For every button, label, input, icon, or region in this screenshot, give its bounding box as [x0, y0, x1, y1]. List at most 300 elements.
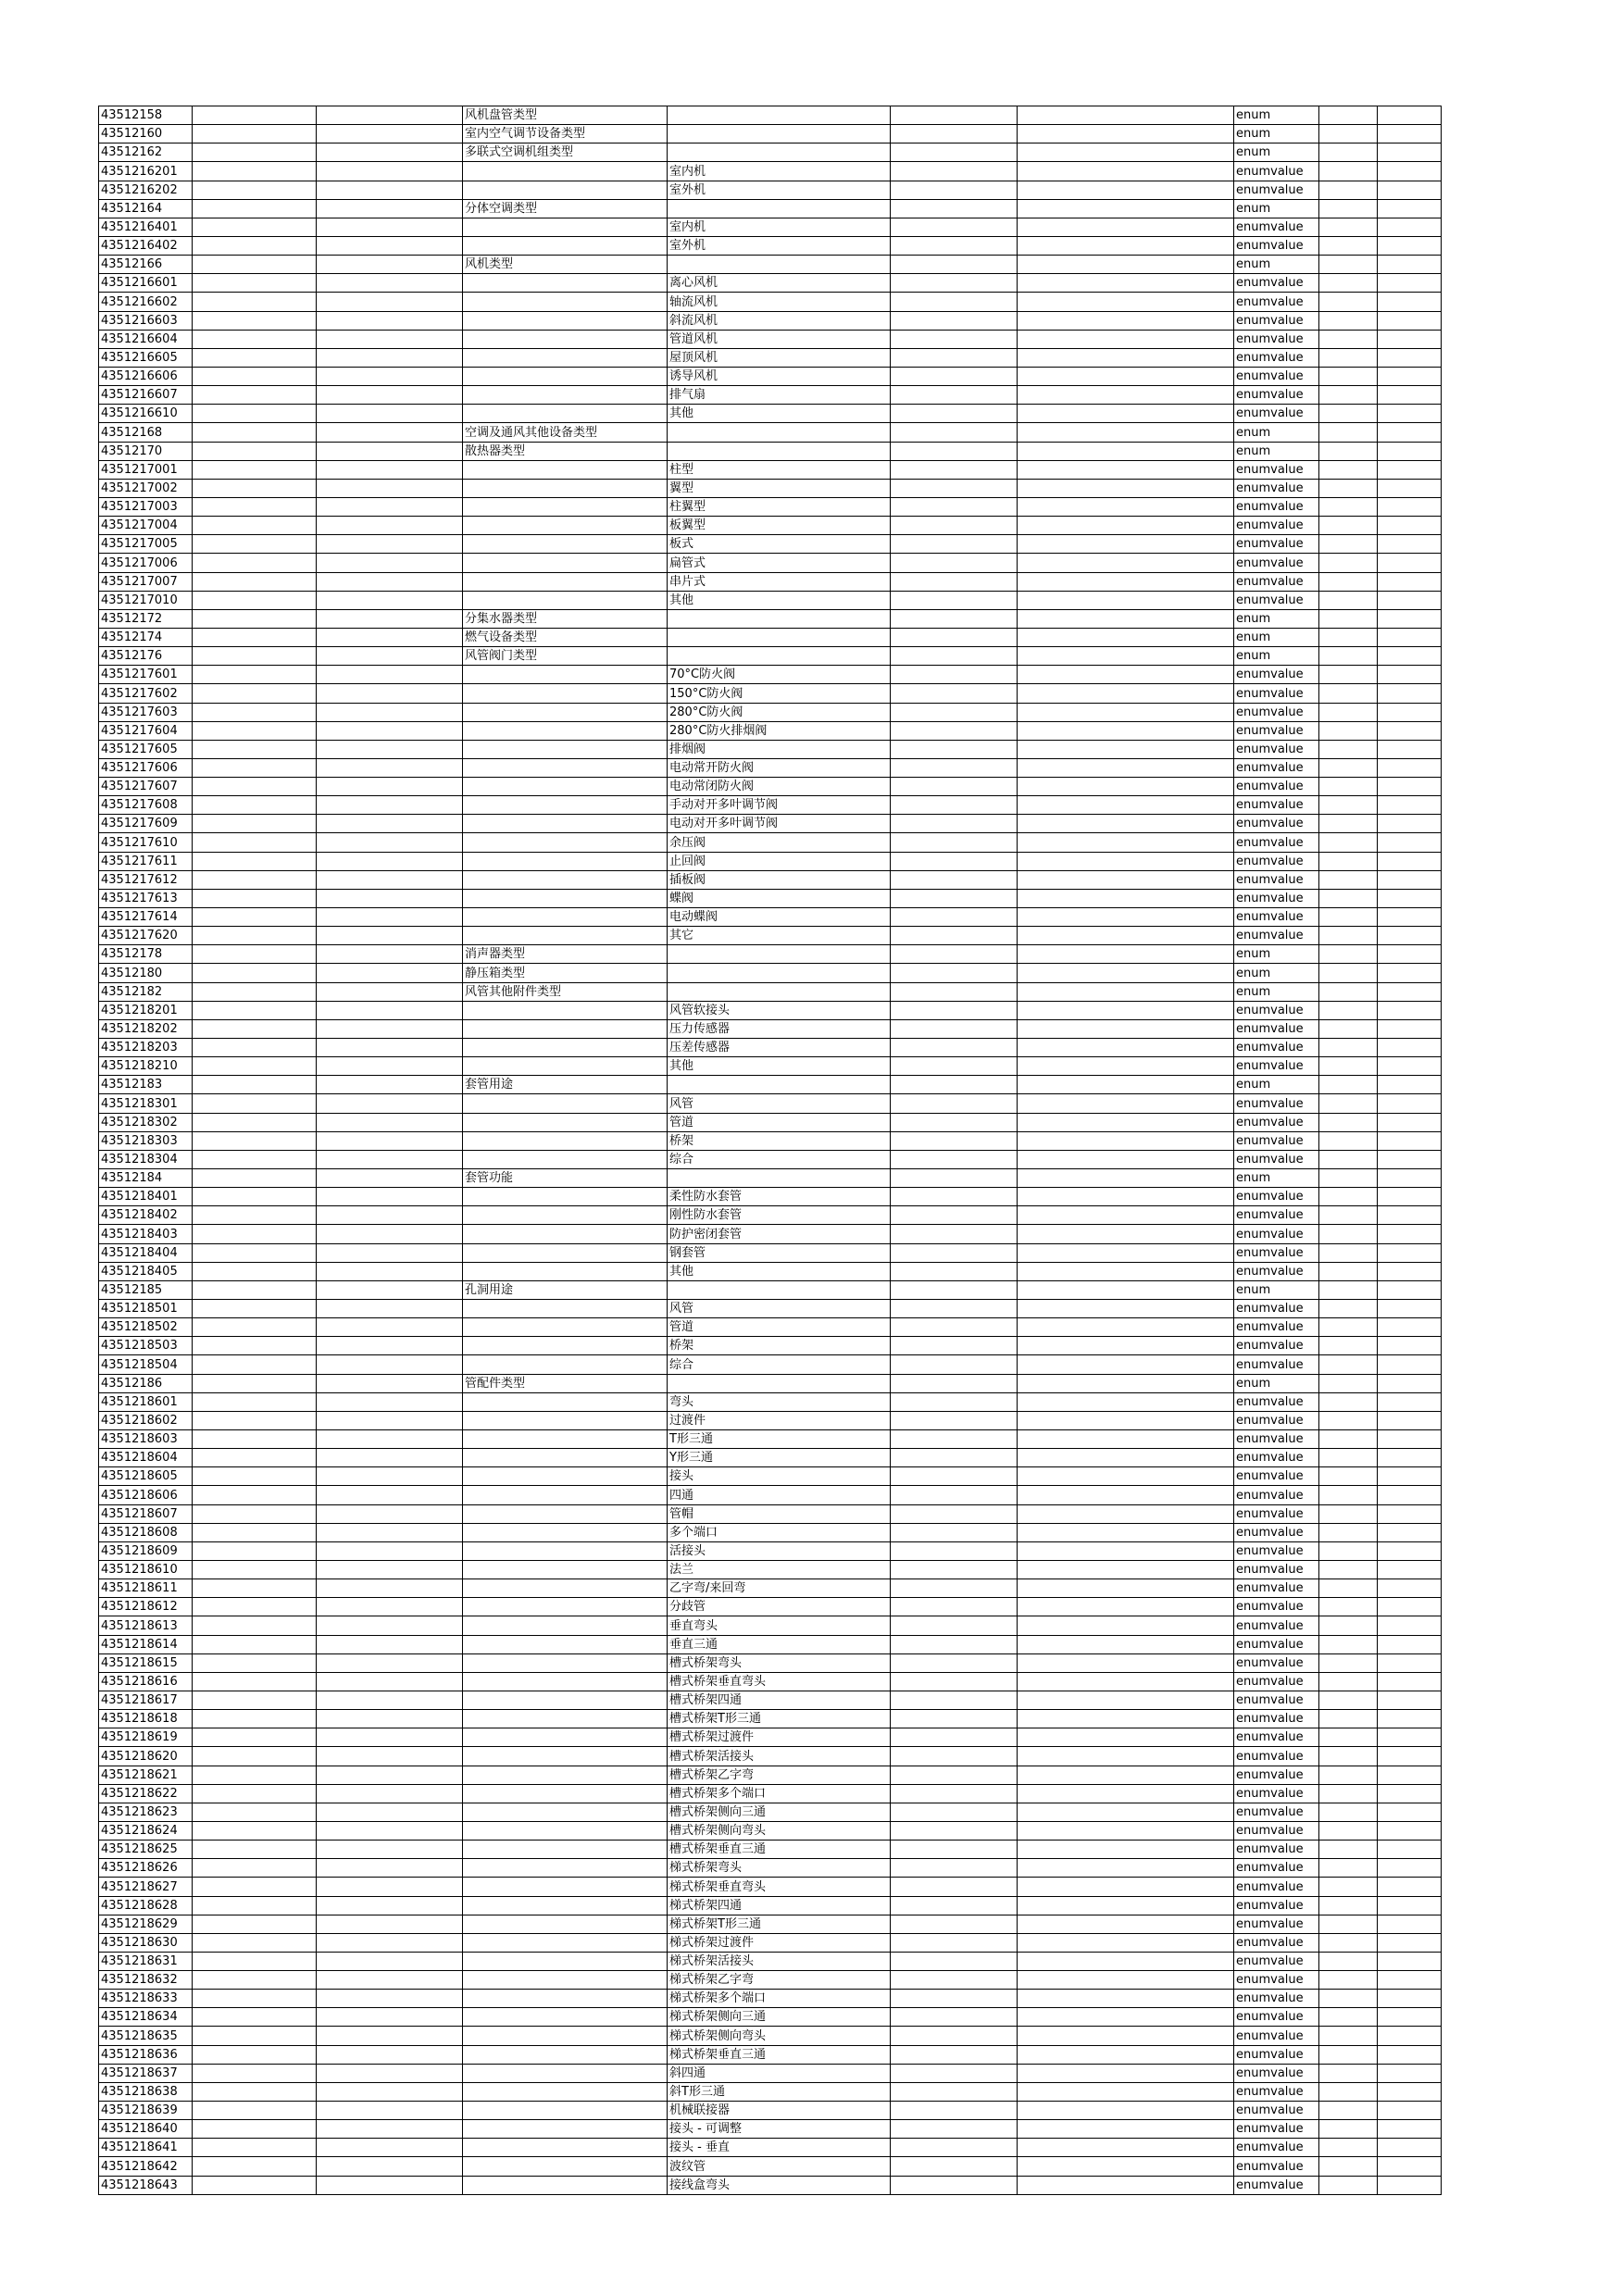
col-i-cell: [1319, 274, 1378, 293]
category-cell: [463, 1355, 668, 1374]
col-b-cell: [193, 1486, 317, 1504]
col-i-cell: [1319, 721, 1378, 740]
code-cell: 4351217613: [99, 889, 193, 907]
value-name-cell: 150°C防火阀: [668, 684, 891, 703]
col-g-cell: [1018, 1429, 1234, 1448]
col-g-cell: [1018, 2027, 1234, 2045]
category-cell: [463, 1262, 668, 1280]
value-name-cell: 手动对开多叶调节阀: [668, 796, 891, 815]
col-j-cell: [1378, 2120, 1442, 2139]
type-cell: enum: [1234, 945, 1319, 964]
col-b-cell: [193, 256, 317, 274]
col-c-cell: [317, 666, 463, 684]
category-cell: [463, 535, 668, 554]
type-cell: enumvalue: [1234, 497, 1319, 516]
type-cell: enumvalue: [1234, 703, 1319, 721]
category-cell: [463, 758, 668, 777]
table-row: [99, 1504, 1442, 1523]
code-cell: 43512174: [99, 628, 193, 646]
category-cell: [463, 684, 668, 703]
code-cell: 4351216603: [99, 311, 193, 330]
col-c-cell: [317, 330, 463, 348]
code-cell: 4351218621: [99, 1766, 193, 1784]
type-cell: enumvalue: [1234, 517, 1319, 535]
col-f-cell: [891, 1635, 1018, 1653]
col-j-cell: [1378, 1374, 1442, 1392]
category-cell: [463, 1225, 668, 1243]
table-row: [99, 1057, 1442, 1076]
col-g-cell: [1018, 721, 1234, 740]
col-f-cell: [891, 815, 1018, 833]
col-f-cell: [891, 1803, 1018, 1821]
category-cell: [463, 2157, 668, 2176]
table-row: [99, 125, 1442, 144]
table-row: [99, 1653, 1442, 1672]
col-i-cell: [1319, 1076, 1378, 1094]
value-name-cell: [668, 647, 891, 666]
col-f-cell: [891, 1094, 1018, 1113]
table-row: [99, 1131, 1442, 1150]
col-g-cell: [1018, 1206, 1234, 1225]
category-cell: 消声器类型: [463, 945, 668, 964]
col-c-cell: [317, 1001, 463, 1019]
value-name-cell: 管帽: [668, 1504, 891, 1523]
table-row: [99, 517, 1442, 535]
code-cell: 4351217604: [99, 721, 193, 740]
value-name-cell: [668, 609, 891, 628]
table-row: [99, 2027, 1442, 2045]
category-cell: 散热器类型: [463, 442, 668, 460]
col-c-cell: [317, 144, 463, 162]
code-cell: 4351217620: [99, 927, 193, 945]
value-name-cell: 翼型: [668, 479, 891, 497]
table-row: [99, 1766, 1442, 1784]
table-row: [99, 1039, 1442, 1057]
col-g-cell: [1018, 256, 1234, 274]
category-cell: [463, 1691, 668, 1709]
col-c-cell: [317, 2008, 463, 2027]
col-f-cell: [891, 1019, 1018, 1038]
value-name-cell: 轴流风机: [668, 293, 891, 311]
table-row: [99, 1262, 1442, 1280]
code-cell: 4351218503: [99, 1337, 193, 1355]
col-g-cell: [1018, 1113, 1234, 1131]
type-cell: enumvalue: [1234, 162, 1319, 181]
col-g-cell: [1018, 1878, 1234, 1896]
col-f-cell: [891, 2120, 1018, 2139]
col-c-cell: [317, 1076, 463, 1094]
col-f-cell: [891, 628, 1018, 646]
value-name-cell: T形三通: [668, 1429, 891, 1448]
value-name-cell: 槽式桥架弯头: [668, 1653, 891, 1672]
col-f-cell: [891, 218, 1018, 236]
col-j-cell: [1378, 1486, 1442, 1504]
code-cell: 4351216610: [99, 405, 193, 423]
col-b-cell: [193, 1411, 317, 1429]
col-b-cell: [193, 778, 317, 796]
col-c-cell: [317, 1971, 463, 1990]
code-cell: 4351218631: [99, 1952, 193, 1970]
table-row: [99, 1523, 1442, 1541]
col-j-cell: [1378, 1504, 1442, 1523]
table-row: [99, 348, 1442, 367]
value-name-cell: 梯式桥架多个端口: [668, 1990, 891, 2008]
col-g-cell: [1018, 1449, 1234, 1467]
col-i-cell: [1319, 1803, 1378, 1821]
col-g-cell: [1018, 1598, 1234, 1616]
col-c-cell: [317, 1803, 463, 1821]
col-f-cell: [891, 1486, 1018, 1504]
col-f-cell: [891, 497, 1018, 516]
table-row: [99, 1821, 1442, 1840]
table-row: [99, 1374, 1442, 1392]
value-name-cell: 活接头: [668, 1541, 891, 1560]
code-cell: 4351217002: [99, 479, 193, 497]
col-f-cell: [891, 1262, 1018, 1280]
type-cell: enumvalue: [1234, 1691, 1319, 1709]
code-cell: 4351217004: [99, 517, 193, 535]
col-b-cell: [193, 927, 317, 945]
category-cell: 风管其他附件类型: [463, 982, 668, 1001]
col-i-cell: [1319, 181, 1378, 199]
table-row: [99, 106, 1442, 125]
col-b-cell: [193, 460, 317, 479]
col-b-cell: [193, 1300, 317, 1318]
table-row: [99, 479, 1442, 497]
category-cell: [463, 740, 668, 758]
value-name-cell: 梯式桥架活接头: [668, 1952, 891, 1970]
col-c-cell: [317, 1728, 463, 1747]
table-row: [99, 2102, 1442, 2120]
type-cell: enumvalue: [1234, 1039, 1319, 1057]
table-row: [99, 628, 1442, 646]
code-cell: 4351218641: [99, 2139, 193, 2157]
category-cell: [463, 1318, 668, 1337]
col-f-cell: [891, 758, 1018, 777]
col-i-cell: [1319, 1374, 1378, 1392]
type-cell: enumvalue: [1234, 1449, 1319, 1467]
type-cell: enumvalue: [1234, 758, 1319, 777]
col-c-cell: [317, 721, 463, 740]
value-name-cell: 四通: [668, 1486, 891, 1504]
code-cell: 43512178: [99, 945, 193, 964]
type-cell: enum: [1234, 982, 1319, 1001]
type-cell: enum: [1234, 144, 1319, 162]
category-cell: [463, 2082, 668, 2101]
col-f-cell: [891, 1896, 1018, 1915]
code-cell: 4351218617: [99, 1691, 193, 1709]
col-i-cell: [1319, 1933, 1378, 1952]
col-g-cell: [1018, 517, 1234, 535]
value-name-cell: [668, 628, 891, 646]
col-c-cell: [317, 423, 463, 442]
table-row: [99, 2064, 1442, 2082]
code-cell: 4351218609: [99, 1541, 193, 1560]
value-name-cell: 管道: [668, 1113, 891, 1131]
col-f-cell: [891, 1411, 1018, 1429]
col-i-cell: [1319, 945, 1378, 964]
col-b-cell: [193, 1915, 317, 1933]
table-row: [99, 1784, 1442, 1803]
col-f-cell: [891, 1057, 1018, 1076]
col-f-cell: [891, 1001, 1018, 1019]
col-c-cell: [317, 1523, 463, 1541]
col-i-cell: [1319, 1300, 1378, 1318]
col-g-cell: [1018, 852, 1234, 870]
col-g-cell: [1018, 758, 1234, 777]
type-cell: enumvalue: [1234, 927, 1319, 945]
col-i-cell: [1319, 927, 1378, 945]
table-row: [99, 1449, 1442, 1467]
col-f-cell: [891, 2082, 1018, 2101]
type-cell: enumvalue: [1234, 2045, 1319, 2064]
value-name-cell: 槽式桥架T形三通: [668, 1710, 891, 1728]
col-g-cell: [1018, 479, 1234, 497]
col-j-cell: [1378, 1859, 1442, 1878]
col-f-cell: [891, 1598, 1018, 1616]
col-j-cell: [1378, 908, 1442, 927]
col-c-cell: [317, 1952, 463, 1970]
category-cell: [463, 1784, 668, 1803]
col-c-cell: [317, 1598, 463, 1616]
col-b-cell: [193, 125, 317, 144]
col-g-cell: [1018, 1280, 1234, 1299]
col-j-cell: [1378, 144, 1442, 162]
table-row: [99, 2139, 1442, 2157]
table-row: [99, 1188, 1442, 1206]
col-j-cell: [1378, 1821, 1442, 1840]
col-f-cell: [891, 647, 1018, 666]
table-row: [99, 1579, 1442, 1598]
type-cell: enumvalue: [1234, 1392, 1319, 1411]
code-cell: 43512180: [99, 964, 193, 982]
code-cell: 4351218608: [99, 1523, 193, 1541]
col-f-cell: [891, 1784, 1018, 1803]
col-b-cell: [193, 1635, 317, 1653]
type-cell: enum: [1234, 1169, 1319, 1188]
value-name-cell: [668, 423, 891, 442]
value-name-cell: Y形三通: [668, 1449, 891, 1467]
col-b-cell: [193, 1392, 317, 1411]
col-b-cell: [193, 423, 317, 442]
col-f-cell: [891, 1933, 1018, 1952]
col-j-cell: [1378, 1710, 1442, 1728]
col-j-cell: [1378, 1523, 1442, 1541]
col-b-cell: [193, 1169, 317, 1188]
col-f-cell: [891, 1243, 1018, 1262]
col-b-cell: [193, 1598, 317, 1616]
col-f-cell: [891, 236, 1018, 255]
type-cell: enumvalue: [1234, 1300, 1319, 1318]
value-name-cell: 槽式桥架多个端口: [668, 1784, 891, 1803]
col-b-cell: [193, 1057, 317, 1076]
value-name-cell: 离心风机: [668, 274, 891, 293]
col-g-cell: [1018, 2139, 1234, 2157]
table-row: [99, 591, 1442, 609]
col-c-cell: [317, 796, 463, 815]
table-row: [99, 1952, 1442, 1970]
col-f-cell: [891, 181, 1018, 199]
col-f-cell: [891, 1841, 1018, 1859]
type-cell: enumvalue: [1234, 1318, 1319, 1337]
type-cell: enumvalue: [1234, 889, 1319, 907]
col-b-cell: [193, 1131, 317, 1150]
col-c-cell: [317, 1411, 463, 1429]
col-f-cell: [891, 1318, 1018, 1337]
col-f-cell: [891, 1990, 1018, 2008]
col-g-cell: [1018, 1728, 1234, 1747]
col-c-cell: [317, 1821, 463, 1840]
type-cell: enumvalue: [1234, 2082, 1319, 2101]
col-i-cell: [1319, 740, 1378, 758]
col-g-cell: [1018, 833, 1234, 852]
col-b-cell: [193, 1318, 317, 1337]
type-cell: enumvalue: [1234, 1710, 1319, 1728]
col-i-cell: [1319, 591, 1378, 609]
value-name-cell: 槽式桥架侧向弯头: [668, 1821, 891, 1840]
col-c-cell: [317, 1355, 463, 1374]
col-f-cell: [891, 1374, 1018, 1392]
col-j-cell: [1378, 1169, 1442, 1188]
col-c-cell: [317, 1429, 463, 1448]
value-name-cell: 梯式桥架侧向三通: [668, 2008, 891, 2027]
table-row: [99, 796, 1442, 815]
col-i-cell: [1319, 1691, 1378, 1709]
col-j-cell: [1378, 2045, 1442, 2064]
table-row: [99, 1206, 1442, 1225]
code-cell: 4351218201: [99, 1001, 193, 1019]
code-cell: 4351218611: [99, 1579, 193, 1598]
category-cell: 套管功能: [463, 1169, 668, 1188]
col-c-cell: [317, 1915, 463, 1933]
value-name-cell: 压力传感器: [668, 1019, 891, 1038]
table-row: [99, 1672, 1442, 1691]
col-b-cell: [193, 1616, 317, 1635]
col-f-cell: [891, 1206, 1018, 1225]
col-j-cell: [1378, 2027, 1442, 2045]
value-name-cell: [668, 964, 891, 982]
col-f-cell: [891, 1280, 1018, 1299]
col-b-cell: [193, 1113, 317, 1131]
col-g-cell: [1018, 1225, 1234, 1243]
col-b-cell: [193, 1859, 317, 1878]
value-name-cell: 综合: [668, 1150, 891, 1168]
category-cell: [463, 1392, 668, 1411]
table-row: [99, 1635, 1442, 1653]
col-i-cell: [1319, 367, 1378, 385]
type-cell: enum: [1234, 628, 1319, 646]
table-row: [99, 1896, 1442, 1915]
table-row: [99, 908, 1442, 927]
type-cell: enumvalue: [1234, 1598, 1319, 1616]
col-j-cell: [1378, 1560, 1442, 1578]
col-c-cell: [317, 908, 463, 927]
type-cell: enumvalue: [1234, 1188, 1319, 1206]
col-f-cell: [891, 703, 1018, 721]
col-f-cell: [891, 1952, 1018, 1970]
code-cell: 4351218629: [99, 1915, 193, 1933]
table-row: [99, 1747, 1442, 1766]
col-j-cell: [1378, 1784, 1442, 1803]
type-cell: enumvalue: [1234, 1467, 1319, 1486]
value-name-cell: 斜T形三通: [668, 2082, 891, 2101]
col-j-cell: [1378, 348, 1442, 367]
col-i-cell: [1319, 1337, 1378, 1355]
type-cell: enumvalue: [1234, 2064, 1319, 2082]
value-name-cell: 风管: [668, 1300, 891, 1318]
category-cell: [463, 721, 668, 740]
col-j-cell: [1378, 1579, 1442, 1598]
col-g-cell: [1018, 628, 1234, 646]
col-g-cell: [1018, 1001, 1234, 1019]
type-cell: enumvalue: [1234, 591, 1319, 609]
type-cell: enumvalue: [1234, 218, 1319, 236]
col-i-cell: [1319, 796, 1378, 815]
value-name-cell: 槽式桥架垂直弯头: [668, 1672, 891, 1691]
value-name-cell: 室外机: [668, 181, 891, 199]
col-j-cell: [1378, 1243, 1442, 1262]
col-g-cell: [1018, 1971, 1234, 1990]
col-j-cell: [1378, 1952, 1442, 1970]
col-g-cell: [1018, 293, 1234, 311]
type-cell: enumvalue: [1234, 535, 1319, 554]
col-g-cell: [1018, 927, 1234, 945]
code-cell: 4351218401: [99, 1188, 193, 1206]
value-name-cell: 垂直三通: [668, 1635, 891, 1653]
col-j-cell: [1378, 1225, 1442, 1243]
table-row: [99, 497, 1442, 516]
col-i-cell: [1319, 1449, 1378, 1467]
col-f-cell: [891, 2008, 1018, 2027]
type-cell: enumvalue: [1234, 1429, 1319, 1448]
col-c-cell: [317, 1150, 463, 1168]
col-f-cell: [891, 479, 1018, 497]
col-b-cell: [193, 870, 317, 889]
table-row: [99, 666, 1442, 684]
col-j-cell: [1378, 1206, 1442, 1225]
col-j-cell: [1378, 945, 1442, 964]
value-name-cell: 插板阀: [668, 870, 891, 889]
col-b-cell: [193, 1280, 317, 1299]
col-i-cell: [1319, 1131, 1378, 1150]
category-cell: [463, 1057, 668, 1076]
col-i-cell: [1319, 125, 1378, 144]
type-cell: enumvalue: [1234, 2157, 1319, 2176]
value-name-cell: 槽式桥架活接头: [668, 1747, 891, 1766]
col-i-cell: [1319, 1878, 1378, 1896]
col-j-cell: [1378, 1280, 1442, 1299]
col-f-cell: [891, 1188, 1018, 1206]
code-cell: 4351218603: [99, 1429, 193, 1448]
col-f-cell: [891, 2139, 1018, 2157]
table-row: [99, 1803, 1442, 1821]
category-cell: [463, 1896, 668, 1915]
code-cell: 4351216604: [99, 330, 193, 348]
value-name-cell: 诱导风机: [668, 367, 891, 385]
category-cell: [463, 1150, 668, 1168]
col-b-cell: [193, 2045, 317, 2064]
col-b-cell: [193, 1355, 317, 1374]
col-i-cell: [1319, 758, 1378, 777]
col-j-cell: [1378, 1150, 1442, 1168]
col-j-cell: [1378, 2082, 1442, 2101]
type-cell: enumvalue: [1234, 1878, 1319, 1896]
col-b-cell: [193, 1206, 317, 1225]
col-f-cell: [891, 1039, 1018, 1057]
code-cell: 4351218501: [99, 1300, 193, 1318]
col-g-cell: [1018, 1504, 1234, 1523]
value-name-cell: 槽式桥架四通: [668, 1691, 891, 1709]
